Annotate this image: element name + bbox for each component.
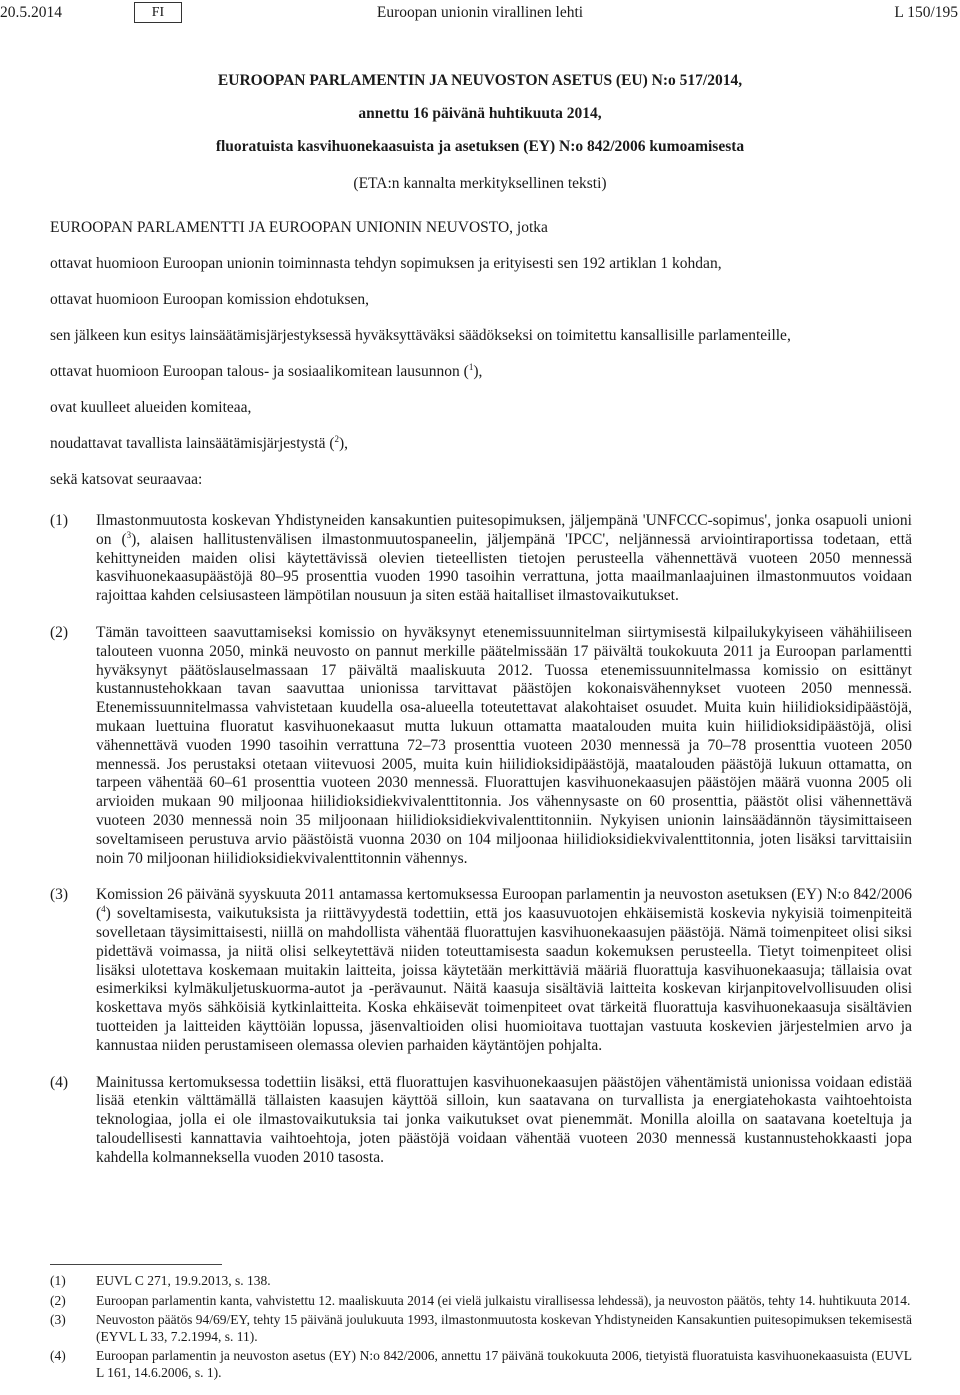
footnote-number: (3): [50, 1312, 66, 1327]
preamble-paragraph: EUROOPAN PARLAMENTTI JA EUROOPAN UNIONIN NEUVOSTO, jotka: [50, 219, 548, 236]
footnote-reference: 3: [126, 529, 132, 540]
language-code-box: FI: [134, 2, 182, 23]
publication-date: 20.5.2014: [0, 4, 62, 21]
footnote-reference: 2: [334, 433, 340, 444]
recital-text-part: ), alaisen hallitustenvälisen ilmastonmuutospaneelin, jäljempänä 'IPCC', neljännessä arviointiraportissa todetaan, että kehittyneiden maiden olisi käytettävissä olevien tieteellisten tietojen perusteella vähennettävä vuoteen 2050 mennessä kasvihuonekaasupäästöjä 80–95 prosenttia vuoden 1990 tasoihin verrattuna, jotta maailmanlaajuinen ilmastonmuutos voidaan rajoittaa kahden celsiusasteen lämpötilan nousuun ja siten estää haitalliset ilmastovaikutukset.: [96, 530, 912, 605]
preamble-text: ottavat huomioon Euroopan talous- ja sosiaalikomitean lausunnon (: [50, 363, 469, 380]
title-line-2: annettu 16 päivänä huhtikuuta 2014,: [358, 105, 602, 122]
recital-number: (4): [50, 1073, 69, 1091]
recital-number: (3): [50, 886, 69, 904]
recital-text-part: Komission 26 päivänä syyskuuta 2011 antamassa kertomuksessa Euroopan parlamentin ja neuvoston asetuksen (EY) N:o 842/2006 (: [96, 886, 912, 923]
preamble-paragraph: sekä katsovat seuraavaa:: [50, 471, 203, 488]
journal-title: Euroopan unionin virallinen lehti: [376, 4, 584, 21]
running-header: [0, 2, 960, 26]
title-line-1: EUROOPAN PARLAMENTIN JA NEUVOSTON ASETUS (EU) N:o 517/2014,: [217, 72, 743, 89]
title-line-3: fluoratuista kasvihuonekaasuista ja asetuksen (EY) N:o 842/2006 kumoamisesta: [215, 138, 745, 155]
footnote-divider: [50, 1264, 222, 1265]
footnote: [50, 1348, 912, 1381]
footnote: [50, 1312, 912, 1345]
recital-text-part: ) soveltamisesta, vaikutuksista ja riittävyydestä todettiin, että jos kaasuvuotojen ehkäisemistä koskevia nykyisiä toimenpiteitä sovelletaan täysimittaisesti, niillä on mahdollista vähentää fluorattujen kasvihuonekaasujen päästöjä. Nämä toimenpiteet olisi siksi pidettävä voimassa, ja niitä olisi selkeytettävä niiden toteuttamisesta saadun kokemuksen perusteella. Tietyt toimenpiteet olisi lisäksi ulotettava koskemaan muitakin laitteita, joissa käytetään merkittäviä määriä fluorattuja kasvihuonekaasuja; tällaisia ovat esimerkiksi kylmäkuljetuskuorma-autot ja -perävaunut. Näitä kaasuja sisältäviä laitteita koskevan kirjanpitovelvollisuuden olisi koskettava myös sähköisiä kytkinlaitteita. Koska ehkäisevät toimenpiteet ovat tärkeitä fluorattuja kasvihuonekaasuja sisältävien tuotteiden ja laitteiden käyttöiän lopussa, jäsenvaltioiden olisi huomioitava tuottajan vastuuta koskevien järjestelmien arvo ja kannustaa niiden perustamiseen olemassa olevien parhaiden käytäntöjen pohjalta.: [96, 905, 912, 1054]
recital: [50, 624, 912, 868]
footnote-number: (4): [50, 1348, 66, 1363]
preamble-paragraph: ottavat huomioon Euroopan komission ehdotuksen,: [50, 291, 370, 308]
preamble-paragraph: sen jälkeen kun esitys lainsäätämisjärjestyksessä hyväksyttäväksi säädökseksi on toimitettu kansallisille parlamenteille,: [50, 327, 791, 344]
footnote-text: Euroopan parlamentin kanta, vahvistettu 12. maaliskuuta 2014 (ei vielä julkaistu virallisessa lehdessä), ja neuvoston päätös, tehty 14. huhtikuuta 2014.: [96, 1292, 911, 1308]
regulation-title: [0, 64, 960, 200]
preamble-paragraph: [50, 360, 912, 396]
footnote-reference: 1: [468, 361, 474, 372]
page-reference: L 150/195: [894, 4, 958, 21]
footnote-number: (1): [50, 1273, 66, 1288]
document-body: [50, 216, 912, 1186]
footnote-text: Neuvoston päätös 94/69/EY, tehty 15 päivänä joulukuuta 1993, ilmastonmuutosta koskevan Yhdistyneiden Kansakuntien puitesopimuksen tekemisestä (EYVL L 33, 7.2.1994, s. 11).: [96, 1312, 912, 1344]
recital-number: (1): [50, 512, 69, 529]
footnote: [50, 1273, 912, 1290]
recital-text: [96, 512, 912, 606]
preamble-text: ),: [339, 435, 349, 452]
preamble-paragraph: ovat kuulleet alueiden komiteaa,: [50, 399, 252, 416]
eea-relevance-note: (ETA:n kannalta merkityksellinen teksti): [353, 175, 607, 192]
recital-text: Tämän tavoitteen saavuttamiseksi komissio on hyväksynyt etenemissuunnitelman siirtymisestä kilpailukykyiseen vähähiiliseen talouteen vuonna 2050, minkä neuvosto on pannut merkille päätelmissään 17 päivältä toukokuuta 2011 ja Euroopan parlamentti hyväksynyt päätöslauselmassaan 17 päivältä maaliskuuta 2012. Tuossa etenemissuunnitelmassa komissio on esittänyt kustannustehokkaan tavan saavuttaa unionissa tarvittavat päästöjen kokonaisvähennykset vuoteen 2050 mennessä. Etenemissuunnitelmassa vahvistetaan kuudella osa-alueella toteutettavat alakohtaiset osuudet. Muita kuin hiilidioksidipäästöjä, mukaan luettuina fluoratut kasvihuonekaasut mutta lukuun ottamatta maatalouden muita kuin hiilidioksidipäästöjä, olisi vähennettävä vuoden 1990 tasoihin verrattuna 72–73 prosenttia vuoteen 2030 mennessä ja 70–78 prosenttia vuoteen 2050 mennessä. Jos perustaksi otetaan viitevuosi 2005, muita kuin hiilidioksidipäästöjä, maatalouden päästöjä lukuun ottamatta, on tarpeen vähentää 60–61 prosenttia vuoteen 2030 mennessä. Fluorattujen kasvihuonekaasujen päästöjen määrä vuonna 2005 oli arvioiden mukaan 90 miljoonaa hiilidioksidiekvivalenttitonnia. Jos vähennysaste on 60 prosenttia, päästöt olisi vähennettävä vuoteen 2030 mennessä noin 35 miljoonaan hiilidioksidiekvivalenttitonniin. Nykyisen unionin lainsäädännön täysimittaiseen soveltamiseen perustuva arvio päästöistä vuonna 2030 on 104 miljoonaa hiilidioksidiekvivalenttitonnia, joten lisäksi tarvittaisiin noin 70 miljoonan hiilidioksidiekvivalenttitonnin vähennys.: [96, 623, 912, 867]
recital-number: (2): [50, 623, 69, 641]
recitals-list: [50, 512, 912, 1168]
preamble-text: noudattavat tavallista lainsäätämisjärjestystä (: [50, 435, 335, 452]
recital-text-part: Ilmastonmuutosta koskevan Yhdistyneiden kansakuntien puitesopimuksen, jäljempänä 'UNFCCC-sopimus', jonka osapuoli unioni on (: [96, 512, 912, 548]
recital: [50, 886, 912, 1055]
footnote-text: EUVL C 271, 19.9.2013, s. 138.: [96, 1273, 271, 1288]
preamble: [50, 216, 912, 504]
footnotes: [50, 1273, 912, 1384]
preamble-paragraph: ottavat huomioon Euroopan unionin toiminnasta tehdyn sopimuksen ja erityisesti sen 192 artiklan 1 kohdan,: [50, 255, 722, 272]
recital: [50, 512, 912, 606]
footnote-text: Euroopan parlamentin ja neuvoston asetus (EY) N:o 842/2006, annettu 17 päivänä toukokuuta 2006, tietyistä fluoratuista kasvihuonekaasuista (EUVL L 161, 14.6.2006, s. 1).: [96, 1348, 912, 1380]
recital-text: Mainitussa kertomuksessa todettiin lisäksi, että fluorattujen kasvihuonekaasujen päästöjen vähentämistä unionissa voidaan edistää lisää etenkin välttämällä tällaisten kaasujen käyttöä silloin, kun saatavana on turvallista ja energiatehokasta vaihtoehtoista teknologiaa, jolla ei ole ilmastovaikutuksia tai jonka vaikutukset ovat pienemmät. Monilla aloilla on saatavana koeteltuja ja taloudellisesti kannattavia vaihtoehtoja, joten päästöjä voidaan vähentää vuoteen 2030 mennessä kustannustehokkaasti jopa kahdella kolmanneksella vuoden 2010 tasosta.: [96, 1073, 912, 1166]
recital: [50, 1074, 912, 1168]
footnote-reference: 4: [101, 903, 106, 914]
preamble-text: ),: [473, 363, 483, 380]
footnote: [50, 1293, 912, 1310]
footnote-number: (2): [50, 1292, 66, 1308]
recital-text: [96, 886, 912, 1055]
preamble-paragraph: [50, 432, 912, 468]
